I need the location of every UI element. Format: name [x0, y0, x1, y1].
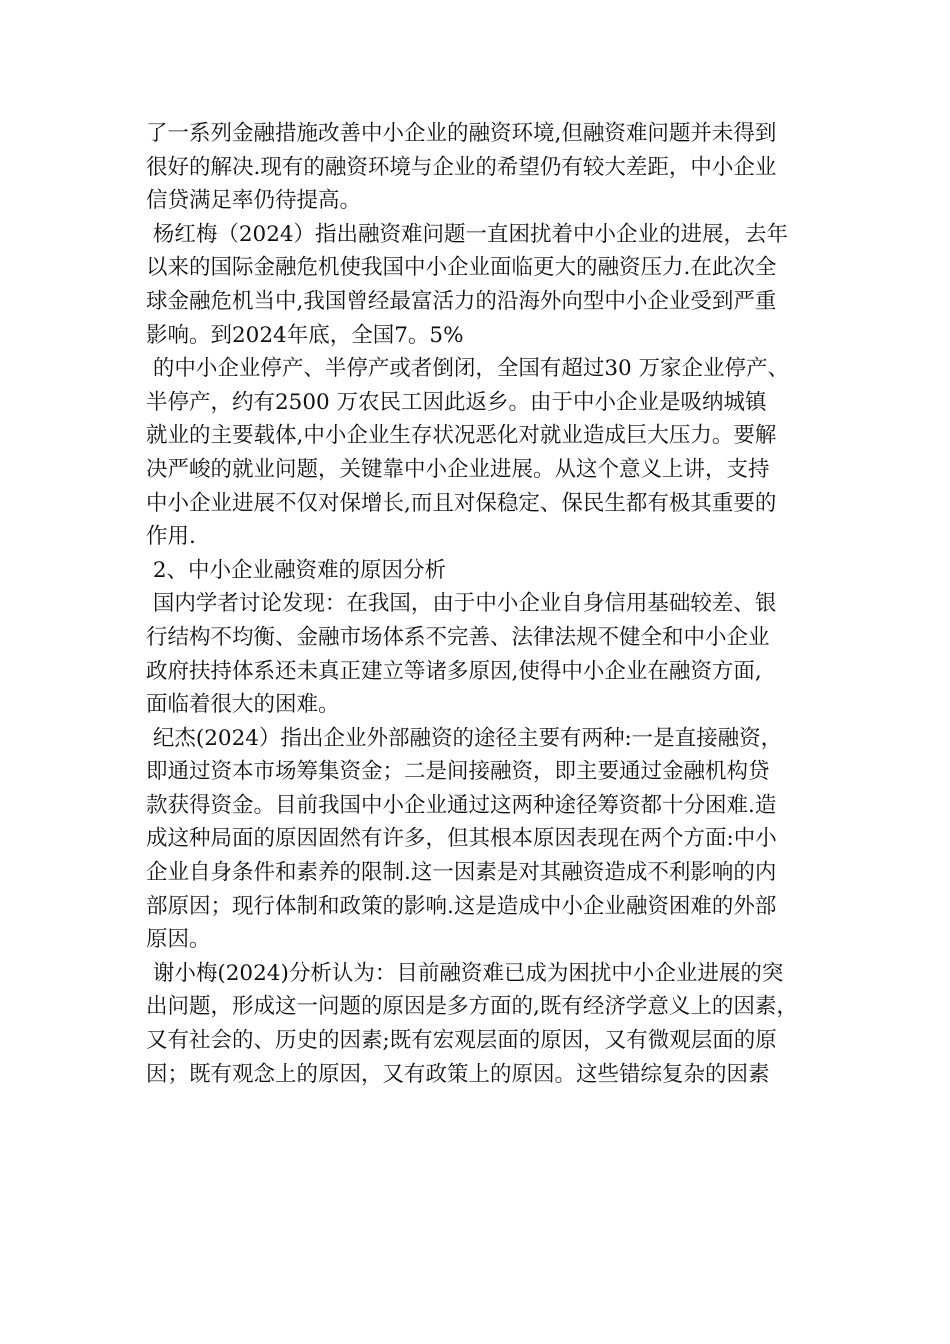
text-line: 信贷满足率仍待提高。	[146, 188, 362, 214]
text-line: 杨红梅（2024）指出融资难问题一直困扰着中小企业的进展，去年	[146, 221, 789, 247]
text-line: 中小企业进展不仅对保增长,而且对保稳定、保民生都有极其重要的	[146, 490, 777, 516]
text-line: 就业的主要载体,中小企业生存状况恶化对就业造成巨大压力。要解	[146, 423, 777, 449]
text-line: 因；既有观念上的原因，又有政策上的原因。这些错综复杂的因素	[146, 1061, 770, 1087]
text-line: 以来的国际金融危机使我国中小企业面临更大的融资压力.在此次全	[146, 255, 777, 281]
section-heading: 2、中小企业融资难的原因分析	[146, 557, 447, 583]
text-line: 成这种局面的原因固然有许多，但其根本原因表现在两个方面:中小	[146, 826, 777, 852]
text-line: 决严峻的就业问题，关键靠中小企业进展。从这个意义上讲，支持	[146, 456, 770, 482]
text-line: 企业自身条件和素养的限制.这一因素是对其融资造成不利影响的内	[146, 860, 777, 886]
text-line: 影响。到2024年底，全国7。5%	[146, 322, 464, 348]
text-line: 了一系列金融措施改善中小企业的融资环境,但融资难问题并未得到	[146, 121, 777, 146]
text-line: 国内学者讨论发现：在我国，由于中小企业自身信用基础较差、银	[146, 591, 777, 617]
text-line: 球金融危机当中,我国曾经最富活力的沿海外向型中小企业受到严重	[146, 288, 777, 314]
text-line: 部原因；现行体制和政策的影响.这是造成中小企业融资困难的外部	[146, 893, 777, 919]
text-line: 行结构不均衡、金融市场体系不完善、法律法规不健全和中小企业	[146, 624, 770, 650]
text-line: 面临着很大的困难。	[146, 692, 340, 718]
text-line: 纪杰(2024）指出企业外部融资的途径主要有两种:一是直接融资，	[146, 725, 783, 751]
text-line: 政府扶持体系还未真正建立等诸多原因,使得中小企业在融资方面,	[146, 658, 762, 684]
text-line: 作用.	[146, 524, 196, 550]
text-line: 很好的解决.现有的融资环境与企业的希望仍有较大差距，中小企业	[146, 154, 777, 180]
text-line: 半停产，约有2500 万农民工因此返乡。由于中小企业是吸纳城镇	[146, 389, 767, 415]
text-line: 款获得资金。目前我国中小企业通过这两种途径筹资都十分困难.造	[146, 792, 777, 818]
text-line: 原因。	[146, 927, 211, 953]
text-line: 即通过资本市场筹集资金；二是间接融资，即主要通过金融机构贷	[146, 759, 770, 785]
body-text	[146, 117, 826, 1091]
text-line: 出问题，形成这一问题的原因是多方面的,既有经济学意义上的因素，	[146, 994, 798, 1020]
text-line: 谢小梅(2024)分析认为：目前融资难已成为困扰中小企业进展的突	[146, 960, 784, 986]
text-line: 的中小企业停产、半停产或者倒闭，全国有超过30 万家企业停产、	[146, 356, 790, 382]
text-line: 又有社会的、历史的因素;既有宏观层面的原因，又有微观层面的原	[146, 1028, 777, 1054]
